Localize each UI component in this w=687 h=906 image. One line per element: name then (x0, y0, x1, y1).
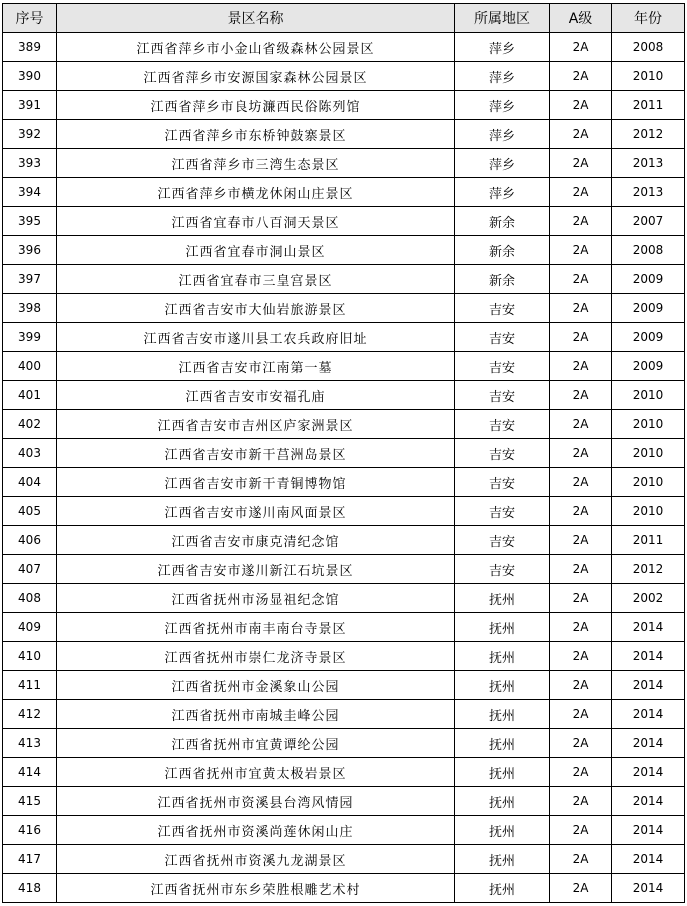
cell-serial-number: 392 (3, 120, 57, 149)
cell-year: 2008 (612, 33, 685, 62)
header-scenic-name: 景区名称 (57, 4, 455, 33)
cell-year: 2014 (612, 874, 685, 903)
cell-year: 2014 (612, 758, 685, 787)
cell-scenic-name: 江西省抚州市资溪尚莲休闲山庄 (57, 816, 455, 845)
cell-scenic-name: 江西省吉安市遂川县工农兵政府旧址 (57, 323, 455, 352)
table-row (3, 787, 685, 816)
cell-a-level: 2A (550, 62, 612, 91)
cell-year: 2008 (612, 236, 685, 265)
cell-a-level: 2A (550, 381, 612, 410)
cell-serial-number: 407 (3, 555, 57, 584)
cell-year: 2014 (612, 642, 685, 671)
cell-region: 吉安 (455, 468, 550, 497)
cell-scenic-name: 江西省吉安市新干青铜博物馆 (57, 468, 455, 497)
cell-a-level: 2A (550, 700, 612, 729)
table-row (3, 91, 685, 120)
cell-year: 2014 (612, 613, 685, 642)
cell-serial-number: 396 (3, 236, 57, 265)
header-region: 所属地区 (455, 4, 550, 33)
cell-serial-number: 412 (3, 700, 57, 729)
cell-year: 2010 (612, 410, 685, 439)
cell-year: 2014 (612, 787, 685, 816)
cell-year: 2010 (612, 62, 685, 91)
cell-scenic-name: 江西省抚州市南城圭峰公园 (57, 700, 455, 729)
table-row (3, 816, 685, 845)
table-row (3, 526, 685, 555)
cell-region: 萍乡 (455, 62, 550, 91)
cell-serial-number: 408 (3, 584, 57, 613)
cell-serial-number: 405 (3, 497, 57, 526)
cell-a-level: 2A (550, 671, 612, 700)
table-row (3, 874, 685, 903)
cell-region: 抚州 (455, 729, 550, 758)
cell-a-level: 2A (550, 120, 612, 149)
cell-region: 抚州 (455, 874, 550, 903)
cell-a-level: 2A (550, 33, 612, 62)
cell-a-level: 2A (550, 323, 612, 352)
cell-serial-number: 418 (3, 874, 57, 903)
table-row (3, 729, 685, 758)
cell-a-level: 2A (550, 91, 612, 120)
cell-a-level: 2A (550, 729, 612, 758)
cell-serial-number: 402 (3, 410, 57, 439)
cell-scenic-name: 江西省吉安市江南第一墓 (57, 352, 455, 381)
cell-region: 萍乡 (455, 149, 550, 178)
cell-scenic-name: 江西省萍乡市三湾生态景区 (57, 149, 455, 178)
cell-a-level: 2A (550, 613, 612, 642)
cell-year: 2014 (612, 729, 685, 758)
cell-scenic-name: 江西省吉安市吉州区庐家洲景区 (57, 410, 455, 439)
cell-year: 2012 (612, 555, 685, 584)
cell-serial-number: 403 (3, 439, 57, 468)
table-row (3, 700, 685, 729)
cell-a-level: 2A (550, 642, 612, 671)
header-year: 年份 (612, 4, 685, 33)
cell-year: 2013 (612, 149, 685, 178)
cell-a-level: 2A (550, 236, 612, 265)
cell-a-level: 2A (550, 874, 612, 903)
cell-year: 2010 (612, 381, 685, 410)
cell-serial-number: 393 (3, 149, 57, 178)
cell-serial-number: 411 (3, 671, 57, 700)
cell-year: 2007 (612, 207, 685, 236)
cell-serial-number: 399 (3, 323, 57, 352)
cell-a-level: 2A (550, 207, 612, 236)
cell-region: 萍乡 (455, 120, 550, 149)
cell-scenic-name: 江西省吉安市康克清纪念馆 (57, 526, 455, 555)
cell-scenic-name: 江西省抚州市资溪九龙湖景区 (57, 845, 455, 874)
table-row (3, 584, 685, 613)
table-row (3, 352, 685, 381)
table-row (3, 33, 685, 62)
cell-a-level: 2A (550, 555, 612, 584)
cell-region: 抚州 (455, 787, 550, 816)
cell-year: 2014 (612, 845, 685, 874)
cell-scenic-name: 江西省抚州市汤显祖纪念馆 (57, 584, 455, 613)
cell-a-level: 2A (550, 584, 612, 613)
cell-serial-number: 398 (3, 294, 57, 323)
cell-region: 抚州 (455, 845, 550, 874)
table-row (3, 294, 685, 323)
table-row (3, 497, 685, 526)
cell-region: 抚州 (455, 816, 550, 845)
table-row (3, 236, 685, 265)
cell-a-level: 2A (550, 526, 612, 555)
cell-a-level: 2A (550, 497, 612, 526)
table-row (3, 120, 685, 149)
table-row (3, 410, 685, 439)
cell-scenic-name: 江西省抚州市宜黄谭纶公园 (57, 729, 455, 758)
table-row (3, 671, 685, 700)
cell-serial-number: 404 (3, 468, 57, 497)
cell-serial-number: 391 (3, 91, 57, 120)
cell-scenic-name: 江西省抚州市南丰南台寺景区 (57, 613, 455, 642)
cell-serial-number: 401 (3, 381, 57, 410)
table-row (3, 613, 685, 642)
cell-serial-number: 413 (3, 729, 57, 758)
table-row (3, 642, 685, 671)
cell-scenic-name: 江西省萍乡市安源国家森林公园景区 (57, 62, 455, 91)
table-row (3, 149, 685, 178)
cell-a-level: 2A (550, 439, 612, 468)
cell-region: 抚州 (455, 700, 550, 729)
cell-year: 2011 (612, 526, 685, 555)
cell-a-level: 2A (550, 845, 612, 874)
cell-a-level: 2A (550, 265, 612, 294)
cell-scenic-name: 江西省萍乡市横龙休闲山庄景区 (57, 178, 455, 207)
cell-year: 2009 (612, 294, 685, 323)
cell-region: 吉安 (455, 352, 550, 381)
cell-scenic-name: 江西省抚州市崇仁龙济寺景区 (57, 642, 455, 671)
cell-serial-number: 416 (3, 816, 57, 845)
cell-serial-number: 406 (3, 526, 57, 555)
cell-year: 2009 (612, 352, 685, 381)
cell-scenic-name: 江西省吉安市遂川南风面景区 (57, 497, 455, 526)
cell-region: 抚州 (455, 584, 550, 613)
header-a-level: A级 (550, 4, 612, 33)
cell-scenic-name: 江西省抚州市金溪象山公园 (57, 671, 455, 700)
cell-region: 萍乡 (455, 178, 550, 207)
cell-a-level: 2A (550, 468, 612, 497)
cell-scenic-name: 江西省萍乡市小金山省级森林公园景区 (57, 33, 455, 62)
cell-region: 吉安 (455, 555, 550, 584)
cell-scenic-name: 江西省吉安市大仙岩旅游景区 (57, 294, 455, 323)
cell-a-level: 2A (550, 787, 612, 816)
cell-year: 2010 (612, 468, 685, 497)
cell-region: 吉安 (455, 526, 550, 555)
table-row (3, 62, 685, 91)
cell-region: 抚州 (455, 613, 550, 642)
cell-region: 新余 (455, 236, 550, 265)
cell-year: 2002 (612, 584, 685, 613)
cell-year: 2011 (612, 91, 685, 120)
table-row (3, 178, 685, 207)
cell-serial-number: 389 (3, 33, 57, 62)
cell-serial-number: 395 (3, 207, 57, 236)
cell-scenic-name: 江西省宜春市三皇宫景区 (57, 265, 455, 294)
cell-region: 吉安 (455, 497, 550, 526)
cell-a-level: 2A (550, 149, 612, 178)
cell-a-level: 2A (550, 816, 612, 845)
cell-a-level: 2A (550, 352, 612, 381)
cell-region: 吉安 (455, 323, 550, 352)
cell-region: 抚州 (455, 642, 550, 671)
table-row (3, 265, 685, 294)
cell-year: 2014 (612, 816, 685, 845)
header-serial-number: 序号 (3, 4, 57, 33)
cell-region: 吉安 (455, 294, 550, 323)
cell-scenic-name: 江西省宜春市八百洞天景区 (57, 207, 455, 236)
cell-region: 新余 (455, 207, 550, 236)
cell-serial-number: 400 (3, 352, 57, 381)
cell-year: 2009 (612, 323, 685, 352)
table-row (3, 468, 685, 497)
cell-scenic-name: 江西省萍乡市良坊濂西民俗陈列馆 (57, 91, 455, 120)
cell-serial-number: 390 (3, 62, 57, 91)
scenic-spot-table (2, 3, 685, 903)
cell-scenic-name: 江西省萍乡市东桥钟鼓寨景区 (57, 120, 455, 149)
cell-region: 萍乡 (455, 91, 550, 120)
cell-year: 2010 (612, 439, 685, 468)
cell-year: 2012 (612, 120, 685, 149)
cell-serial-number: 394 (3, 178, 57, 207)
cell-year: 2013 (612, 178, 685, 207)
cell-year: 2014 (612, 700, 685, 729)
cell-scenic-name: 江西省吉安市遂川新江石坑景区 (57, 555, 455, 584)
cell-serial-number: 409 (3, 613, 57, 642)
cell-region: 吉安 (455, 410, 550, 439)
table-row (3, 381, 685, 410)
cell-scenic-name: 江西省抚州市东乡荣胜根雕艺术村 (57, 874, 455, 903)
cell-region: 吉安 (455, 439, 550, 468)
cell-year: 2014 (612, 671, 685, 700)
cell-scenic-name: 江西省吉安市安福孔庙 (57, 381, 455, 410)
cell-serial-number: 397 (3, 265, 57, 294)
cell-serial-number: 417 (3, 845, 57, 874)
table-row (3, 555, 685, 584)
cell-year: 2010 (612, 497, 685, 526)
cell-year: 2009 (612, 265, 685, 294)
cell-serial-number: 415 (3, 787, 57, 816)
table-row (3, 323, 685, 352)
cell-scenic-name: 江西省吉安市新干莒洲岛景区 (57, 439, 455, 468)
cell-a-level: 2A (550, 410, 612, 439)
table-row (3, 845, 685, 874)
table-row (3, 439, 685, 468)
cell-region: 抚州 (455, 758, 550, 787)
table-row (3, 758, 685, 787)
table-header-row (3, 4, 685, 33)
cell-region: 抚州 (455, 671, 550, 700)
cell-a-level: 2A (550, 294, 612, 323)
cell-a-level: 2A (550, 178, 612, 207)
cell-a-level: 2A (550, 758, 612, 787)
table-row (3, 207, 685, 236)
table-body (3, 33, 685, 903)
cell-scenic-name: 江西省抚州市宜黄太极岩景区 (57, 758, 455, 787)
cell-region: 吉安 (455, 381, 550, 410)
cell-scenic-name: 江西省抚州市资溪县台湾风情园 (57, 787, 455, 816)
cell-serial-number: 414 (3, 758, 57, 787)
cell-region: 新余 (455, 265, 550, 294)
cell-scenic-name: 江西省宜春市洞山景区 (57, 236, 455, 265)
cell-region: 萍乡 (455, 33, 550, 62)
cell-serial-number: 410 (3, 642, 57, 671)
